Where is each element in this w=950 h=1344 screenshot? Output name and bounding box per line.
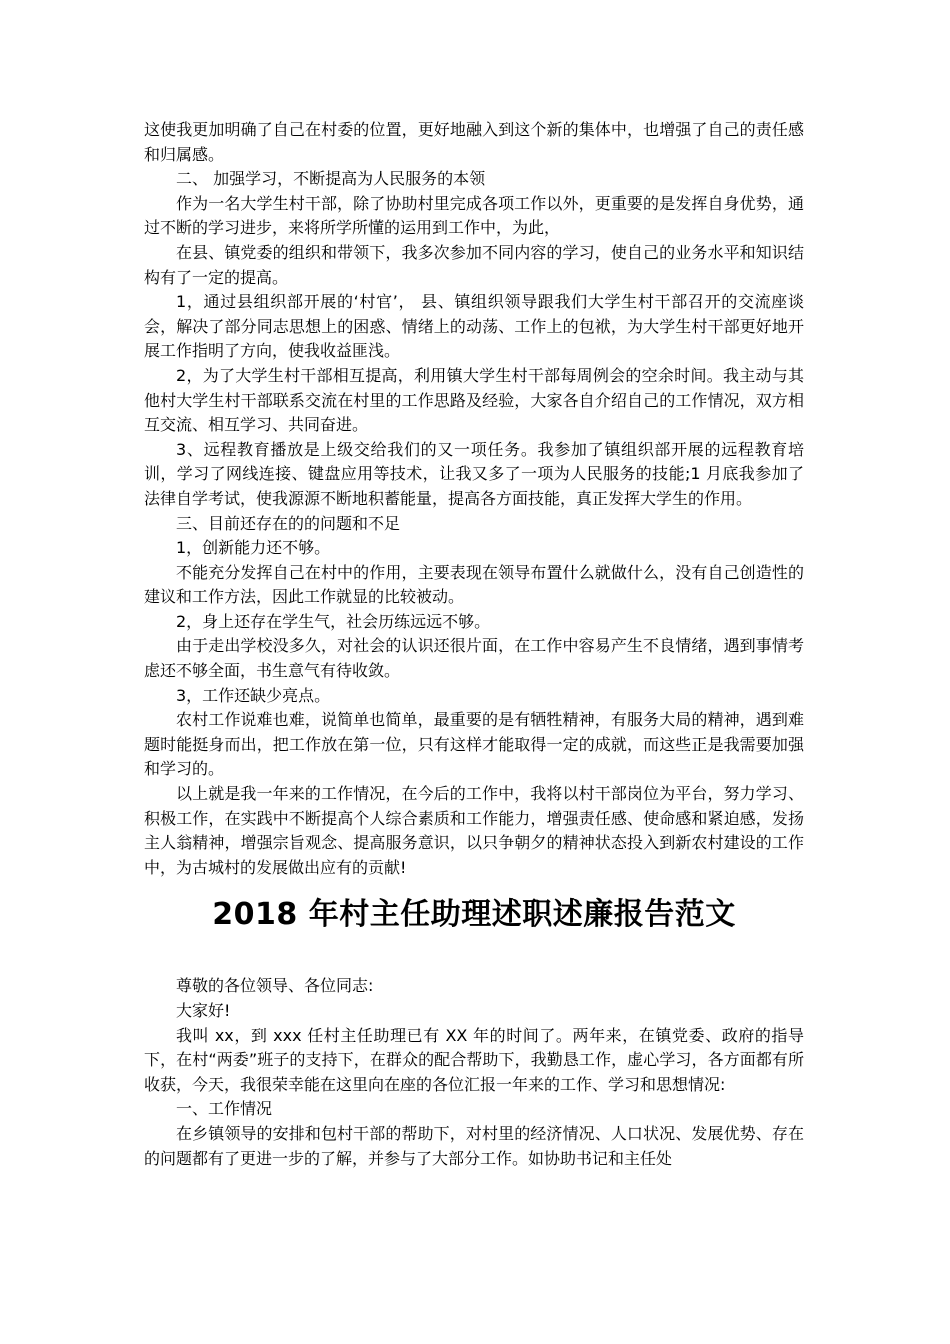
paragraph: 在县、镇党委的组织和带领下，我多次参加不同内容的学习，使自己的业务水平和知识结构有了一定的提高。 — [144, 242, 804, 287]
paragraph: 以上就是我一年来的工作情况，在今后的工作中，我将以村干部岗位为平台，努力学习、积极工作，在实践中不断提高个人综合素质和工作能力，增强责任感、使命感和紧迫感，发扬主人翁精神，增强宗旨观念、提高服务意识，以只争朝夕的精神状态投入到新农村建设的工作中，为古城村的发展做出应有的贡献! — [144, 784, 804, 877]
body-text-section-2 — [144, 974, 804, 1171]
paragraph: 农村工作说难也难，说简单也简单，最重要的是有牺牲精神，有服务大局的精神，遇到难题时能挺身而出，把工作放在第一位，只有这样才能取得一定的成就，而这些正是我需要加强和学习的。 — [144, 710, 804, 779]
paragraph: 作为一名大学生村干部，除了协助村里完成各项工作以外，更重要的是发挥自身优势，通过不断的学习进步，来将所学所懂的运用到工作中，为此， — [144, 193, 804, 238]
paragraph: 在乡镇领导的安排和包村干部的帮助下，对村里的经济情况、人口状况、发展优势、存在的问题都有了更进一步的了解，并参与了大部分工作。如协助书记和主任处 — [144, 1123, 804, 1168]
paragraph: 一、工作情况 — [176, 1099, 273, 1119]
paragraph: 我叫 xx，到 xxx 任村主任助理已有 XX 年的时间了。两年来，在镇党委、政府的指导下，在村“两委”班子的支持下，在群众的配合帮助下，我勤恳工作，虚心学习，各方面都有所收获，今天，我很荣幸能在这里向在座的各位汇报一年来的工作、学习和思想情况: — [144, 1025, 804, 1094]
document-title: 2018 年村主任助理述职述廉报告范文 — [212, 897, 736, 933]
paragraph: 2，为了大学生村干部相互提高，利用镇大学生村干部每周例会的空余时间。我主动与其他村大学生村干部联系交流在村里的工作思路及经验，大家各自介绍自己的工作情况，双方相互交流、相互学习、共同奋进。 — [144, 365, 804, 435]
paragraph: 大家好! — [176, 1001, 231, 1020]
paragraph: 二、 加强学习，不断提高为人民服务的本领 — [176, 169, 486, 189]
paragraph: 1，通过县组织部开展的‘村官’， 县、镇组织领导跟我们大学生村干部召开的交流座谈会，解决了部分同志思想上的困惑、情绪上的动荡、工作上的包袱，为大学生村干部更好地开展工作指明了方向，使我收益匪浅。 — [144, 292, 804, 361]
paragraph: 3、远程教育播放是上级交给我们的又一项任务。我参加了镇组织部开展的远程教育培训，学习了网线连接、键盘应用等技术，让我又多了一项为人民服务的技能;1 月底我参加了法律自学考试，使我源源不断地积蓄能量，提高各方面技能，真正发挥大学生的作用。 — [144, 439, 804, 508]
paragraph: 不能充分发挥自己在村中的作用，主要表现在领导布置什么就做什么，没有自己创造性的建议和工作方法，因此工作就显的比较被动。 — [144, 562, 804, 607]
paragraph: 这使我更加明确了自己在村委的位置，更好地融入到这个新的集体中，也增强了自己的责任感和归属感。 — [144, 120, 804, 164]
paragraph: 3，工作还缺少亮点。 — [176, 685, 331, 705]
paragraph: 1，创新能力还不够。 — [176, 538, 331, 558]
paragraph: 由于走出学校没多久，对社会的认识还很片面，在工作中容易产生不良情绪，遇到事情考虑还不够全面，书生意气有待收敛。 — [144, 636, 804, 681]
paragraph: 2，身上还存在学生气，社会历练远远不够。 — [176, 611, 491, 631]
document-page — [144, 118, 804, 1171]
paragraph: 尊敬的各位领导、各位同志: — [176, 976, 374, 996]
body-text-section-1 — [144, 118, 804, 880]
paragraph: 三、目前还存在的的问题和不足 — [176, 513, 401, 533]
